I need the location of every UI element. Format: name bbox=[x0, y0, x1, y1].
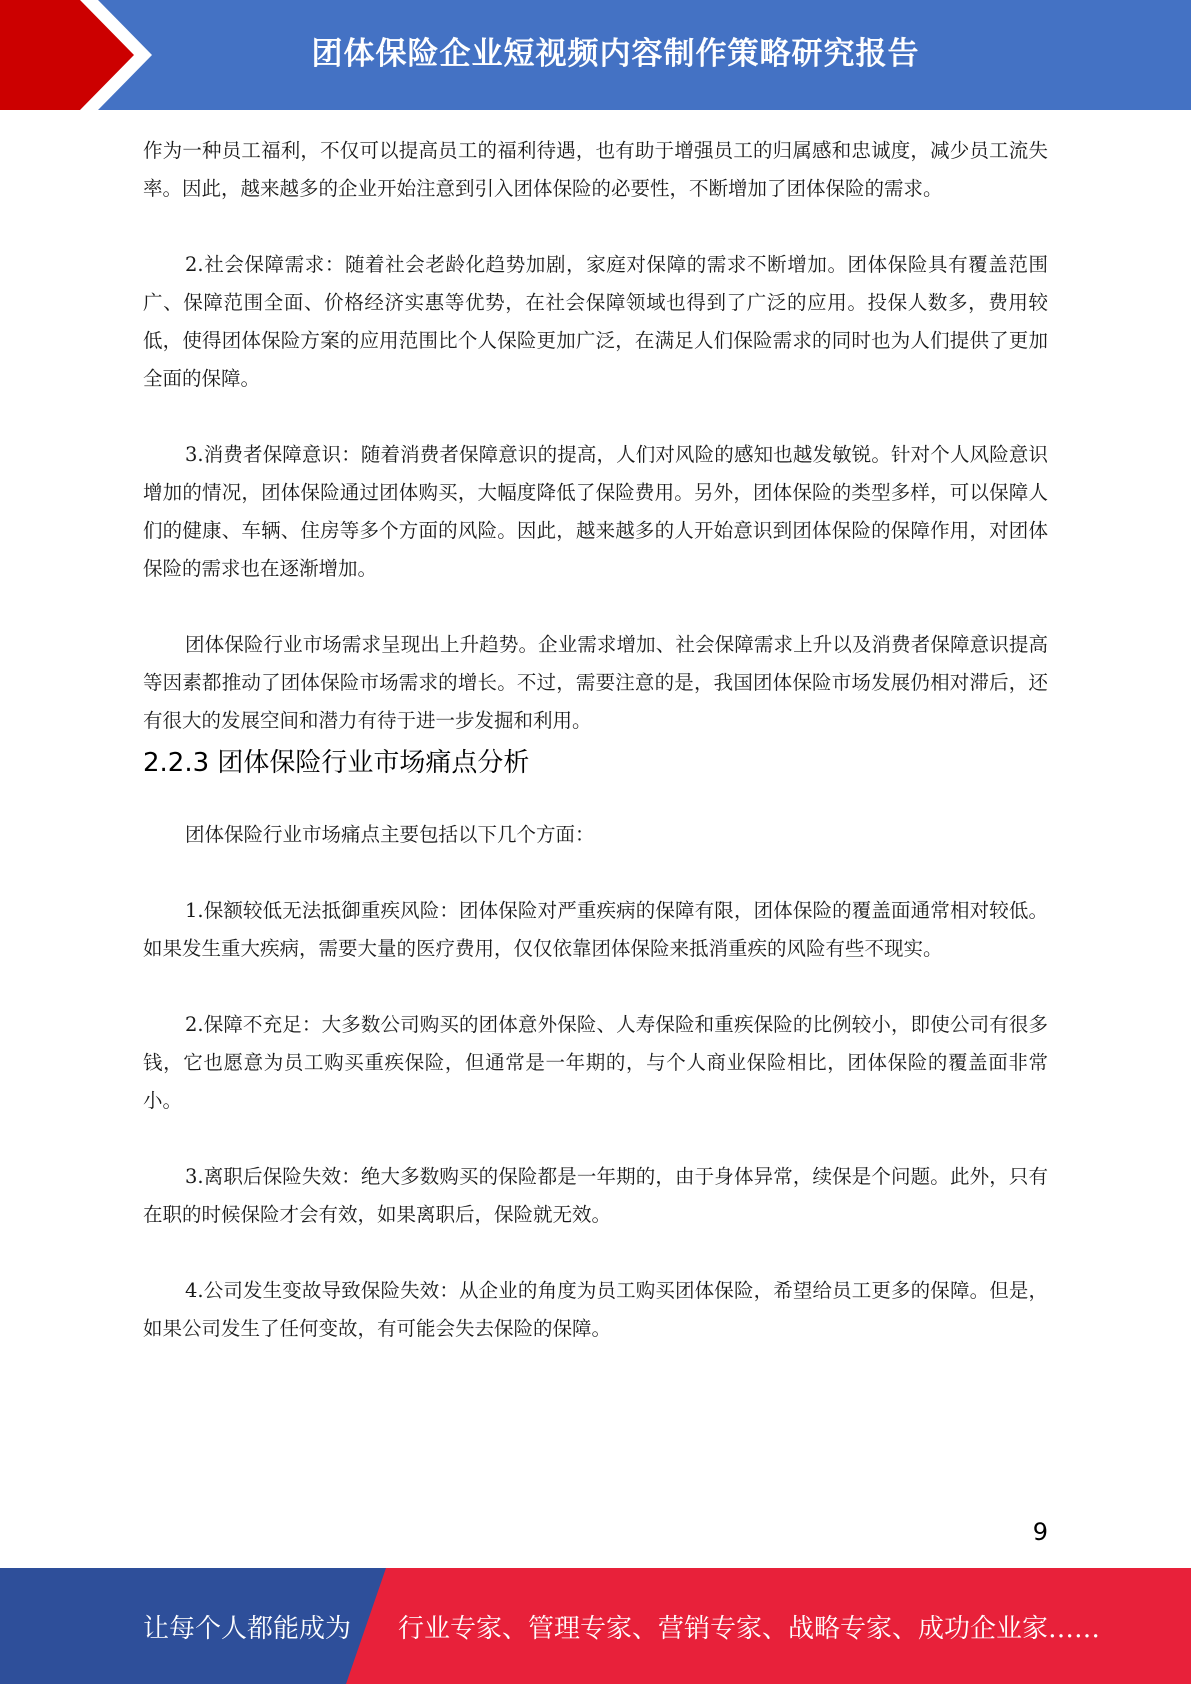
page-number: 9 bbox=[1032, 1518, 1048, 1546]
page-footer bbox=[0, 1568, 1191, 1684]
paragraph-pain-points-intro: 团体保险行业市场痛点主要包括以下几个方面： bbox=[185, 823, 595, 846]
paragraph-pain-point-1: 1.保额较低无法抵御重疾风险：团体保险对严重疾病的保障有限，团体保险的覆盖面通常相对较低。如果发生重大疾病，需要大量的医疗费用，仅仅依靠团体保险来抵消重疾的风险有些不现实。 bbox=[143, 899, 1048, 960]
footer-slogan-left: 让每个人都能成为 bbox=[143, 1614, 352, 1644]
paragraph-consumer-awareness: 3.消费者保障意识：随着消费者保障意识的提高，人们对风险的感知也越发敏锐。针对个人风险意识增加的情况，团体保险通过团体购买，大幅度降低了保险费用。另外，团体保险的类型多样，可以保障人们的健康、车辆、住房等多个方面的风险。因此，越来越多的人开始意识到团体保险的保障作用，对团体保险的需求也在逐渐增加。 bbox=[143, 443, 1048, 580]
paragraph-social-security-demand: 2.社会保障需求：随着社会老龄化趋势加剧，家庭对保障的需求不断增加。团体保险具有覆盖范围广、保障范围全面、价格经济实惠等优势，在社会保障领域也得到了广泛的应用。投保人数多，费用较低，使得团体保险方案的应用范围比个人保险更加广泛，在满足人们保险需求的同时也为人们提供了更加全面的保障。 bbox=[143, 253, 1048, 390]
document-body bbox=[143, 132, 1048, 1348]
paragraph-continuation: 作为一种员工福利，不仅可以提高员工的福利待遇，也有助于增强员工的归属感和忠诚度，减少员工流失率。因此，越来越多的企业开始注意到引入团体保险的必要性，不断增加了团体保险的需求。 bbox=[143, 139, 1048, 200]
paragraph-pain-point-2: 2.保障不充足：大多数公司购买的团体意外保险、人寿保险和重疾保险的比例较小，即使公司有很多钱，它也愿意为员工购买重疾保险，但通常是一年期的，与个人商业保险相比，团体保险的覆盖面非常小。 bbox=[143, 1013, 1048, 1112]
section-heading-2-2-3: 2.2.3 团体保险行业市场痛点分析 bbox=[143, 748, 530, 778]
page-header bbox=[0, 0, 1191, 110]
footer-slogan-right: 行业专家、管理专家、营销专家、战略专家、成功企业家…… bbox=[398, 1614, 1101, 1644]
report-title: 团体保险企业短视频内容制作策略研究报告 bbox=[311, 36, 920, 72]
paragraph-pain-point-4: 4.公司发生变故导致保险失效：从企业的角度为员工购买团体保险，希望给员工更多的保障。但是，如果公司发生了任何变故，有可能会失去保险的保障。 bbox=[143, 1279, 1048, 1340]
header-chevron-decoration bbox=[0, 0, 160, 110]
paragraph-demand-summary: 团体保险行业市场需求呈现出上升趋势。企业需求增加、社会保障需求上升以及消费者保障意识提高等因素都推动了团体保险市场需求的增长。不过，需要注意的是，我国团体保险市场发展仍相对滞后，还有很大的发展空间和潜力有待于进一步发掘和利用。 bbox=[143, 633, 1048, 732]
paragraph-pain-point-3: 3.离职后保险失效：绝大多数购买的保险都是一年期的，由于身体异常，续保是个问题。此外，只有在职的时候保险才会有效，如果离职后，保险就无效。 bbox=[143, 1165, 1048, 1226]
